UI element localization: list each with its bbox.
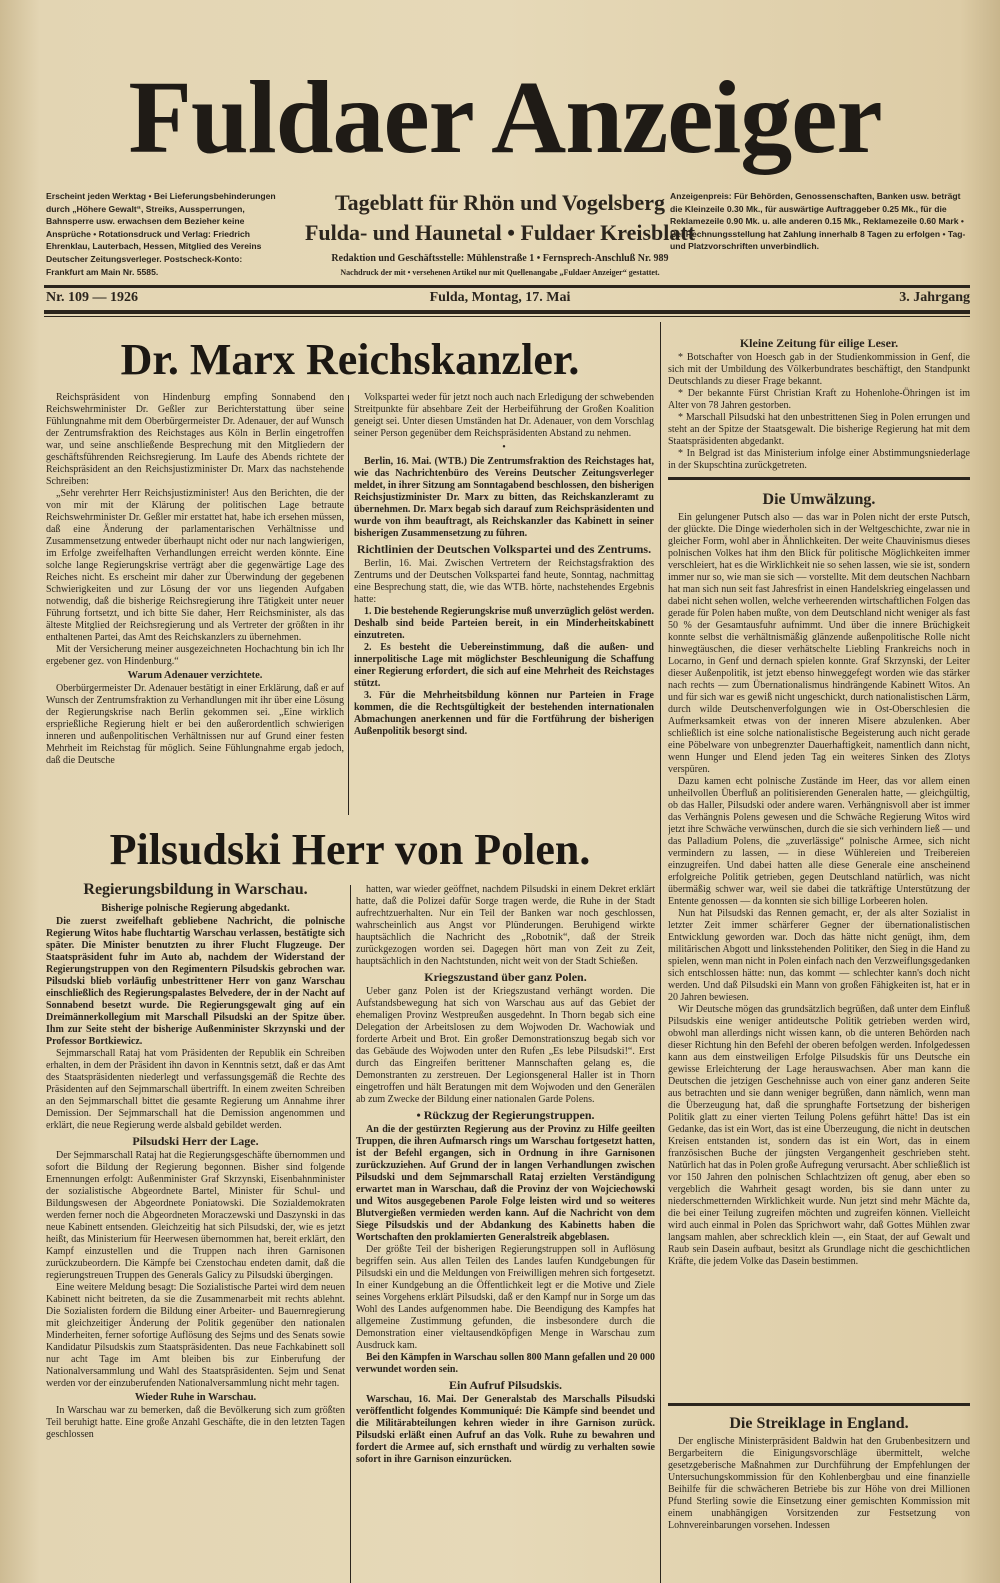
paragraph: Oberbürgermeister Dr. Adenauer bestätigt in einer Erklärung, daß er auf Wunsch der Zentrumsfraktion zu Verhandlungen mit ihr über eine Lösung der Regierungskrise nach Berlin gekommen sei. „Eine wirklich ersprießliche Regierung hielt er bei den außerordentlich schwierigen inneren und außenpolitischen Verhältnissen nur auf Grund einer festen Mehrheit im Reichstag für möglich. Seine Fühlungnahme ergab jedoch, daß die Deutsche <box>46 683 344 766</box>
news-brief: * In Belgrad ist das Ministerium infolge einer Abstimmungsniederlage in der Skupschtina zurückgetreten. <box>668 448 970 471</box>
paragraph: Wir Deutsche mögen das grundsätzlich begrüßen, daß unter dem Einfluß Pilsudskis eine weniger antideutsche Politik getrieben werden wird, obwohl man allerdings nicht wissen kann, ob die unteren Behörden nach dieser Richtung hin den Befehl der oberen befolgen werden. Infolgedessen kann aus dem einstweiligen Erfolge Pilsudskis für uns Deutsche ein gewisse Erleichterung der Lage herauswachsen. Aber man kann die Deutschen die jetzigen Geschehnisse auch von einer ganz anderen Seite aus betrachten und sie dann weniger begrüßen, dann nämlich, wenn man die Überzeugung hat, daß die sprunghafte Fortsetzung der bisherigen Politik glatt zu einer vierten Teilung Polens geführt hätte! Das ist ein Gedanke, das ist ein Wort, das ist eine Überzeugung, die nicht in deutschen Kreisen entstanden ist, sondern das ist ein Wort, das in einem französischen Buche der jüngsten Vergangenheit geschrieben steht. Natürlich hat das in Polen große Aufregung verursacht. Aber schließlich ist vor 150 Jahren den polnischen Schlachtzizen oft genug, aber eben so vergeblich die Wahrheit gesagt worden, bis sie dann unter zu niederschmetternden Wirklichkeit wurde. Nun jetzt sind mehr Mächte da, die bei einer Teilung zugreifen möchten und zugreifen können. Vielleicht wird auch einmal in Polen das Sprichwort wahr, daß Gottes Mühlen zwar langsam mahlen, aber schrecklich klein —, ein Staat, der auf Gewalt und Raub sein Dasein aufbaut, besitzt als Grundlage nicht die geschichtlichen Kräfte, die jedem Volke das Dasein bestimmen. <box>668 1004 970 1267</box>
paragraph: An die der gestürzten Regierung aus der Provinz zu Hilfe geeilten Truppen, die ihren Aufmarsch rings um Warschau fortgesetzt hatten, ist der Befehl ergangen, sich in Ordnung in ihre Garnisonen zurückzuziehen. Auf Grund der in langen Verhandlungen zwischen Pilsudski und dem Sejmmarschall Rataj erzielten Verständigung erwartet man in Warschau, daß die Provinz der von Wojciechowski und Witos ausgegebenen Parole Folge leisten wird und so weiteres Blutvergießen vermieden werden kann. Auf die Nachricht von dem Siege Pilsudskis und der Abdankung des Kabinetts haben die Wortschaften den proklamierten Generalstreik abgeblasen. <box>356 1124 655 1243</box>
paragraph: Der englische Ministerpräsident Baldwin hat den Grubenbesitzern und Bergarbeitern die Einigungsvorschläge übermittelt, welche gesetzgeberische Maßnahmen zur Durchführung der Empfehlungen der Untersuchungskommission für den Kohlenbergbau und eine finanzielle Beihilfe für die schwächeren Betriebe bis zur Höhe von drei Millionen Pfund Sterling sowie die Einsetzung einer gemischten Kommission mit einem unabhängigen Vorsitzenden zur Festsetzung von Lohnvereinbarungen vorsehen. Indessen <box>668 1436 970 1531</box>
volume-number: 3. Jahrgang <box>899 290 970 305</box>
paragraph: Ueber ganz Polen ist der Kriegszustand verhängt worden. Die Aufstandsbewegung hat sich von Warschau aus auf das Gebiet der ehemaligen Provinz Westpreußen ausgedehnt. In Thorn begab sich eine Delegation der Arbeitslosen zu dem Wojwoden Dr. Wachowiak und forderte Arbeit und Brot. Ein großer Demonstrationszug begab sich vor das Gebäude des Wojwoden unter den Rufen „Es lebe Pilsudski!“. Erst durch das Eingreifen berittener Mannschaften gelang es, die Demonstranten zu zerstreuen. Der Legionsgeneral Haller ist in Thorn eingetroffen und hält Beratungen mit dem Wojwoden und den Generälen ab zum Zwecke der Bildung einer nationalen Garde Polens. <box>356 986 655 1105</box>
subheading: Richtlinien der Deutschen Volkspartei und des Zentrums. <box>356 542 652 556</box>
paragraph: Dazu kamen echt polnische Zustände im Heer, das vor allem einen unheilvollen Überfluß an politisierenden Generalen hatte, — gleichgültig, ob das Haller, Pilsudski oder andere waren. Verhängnisvoll aber ist immer das Verhängnis Polens gewesen und die Schwäche Regierung Witos wird jetzt ihre Schwäche verwünschen, durch die sie sich verhindern ließ — und das Palladium Polens, die „zuverlässige“ polnische Armee, sich nicht vermindern zu lassen, — in diese Wühlereien und Treibereien einzugreifen. Und dabei hatten alle diese Generale eine anscheinend erfolgreiche Politik getrieben, gegen Deutschland natürlich, was nicht übermäßig schwer war, weil sie dabei die tatkräftige Unterstützung der Entente genossen — da konnten sie sich billige Lorbeeren holen. <box>668 776 970 907</box>
article-england <box>668 1414 970 1583</box>
article-pilsudski-col1 <box>46 880 345 1583</box>
tagline-2: Fulda- und Haunetal • Fuldaer Kreisblatt <box>304 220 696 245</box>
masthead-title: Fuldaer Anzeiger <box>128 60 882 175</box>
divider <box>44 285 970 288</box>
subscription-info: Erscheint jeden Werktag • Bei Lieferungsbehinderungen durch „Höhere Gewalt“, Streiks, Aussperrungen, Bahnsperre usw. erwachsen dem Bezieher keine Ansprüche • Rotationsdruck und Verlag: Friedrich Ehrenklau, Lauterbach, Hessen, Mitglied des Vereins Deutscher Zeitungsverleger. Postscheck-Konto: Frankfurt am Main Nr. 5585. <box>46 191 276 277</box>
subheading: Regierungsbildung in Warschau. <box>83 881 308 898</box>
subheading: • Rückzug der Regierungstruppen. <box>416 1108 595 1122</box>
divider <box>44 316 970 317</box>
paragraph: In Warschau war zu bemerken, daß die Bevölkerung sich zum größten Teil beruhigt hatte. Eine große Anzahl Geschäfte, die in den letzten Tagen geschlossen <box>46 1405 345 1440</box>
article-title: Die Umwälzung. <box>762 491 876 508</box>
column-divider <box>348 395 349 815</box>
paragraph: Der Sejmmarschall Rataj hat die Regierungsgeschäfte übernommen und sofort die Bildung der Regierung begonnen. Bisher sind folgende Ernennungen erfolgt: Außenminister Graf Skrzynski, Eisenbahnminister der sozialistische Abgeordnete Bartel, Minister für Schul- und Bildungswesen der Abgeordnete Poniatowski. Die Sozialdemokraten werden ferner noch die Abgeordneten Moraczewski und Daszynski in das neue Kabinett entsenden. Gleichzeitig hat sich Pilsudski, der, wie es jetzt heißt, das Ministerium für Heerwesen übernommen hat, bereit erklärt, den Kampf einzustellen und die Truppen nach ihren Garnisonen zurückzubeordern. Die Kämpfe bei Czenstochau endeten damit, daß die regierungstreuen Truppen des Generals Galicy zu Pilsudski übergingen. <box>46 1150 345 1281</box>
paragraph: hatten, war wieder geöffnet, nachdem Pilsudski in einem Dekret erklärt hatte, daß die Polizei dafür Sorge tragen werde, die Ruhe in der Stadt aufrechtzuerhalten. Nur ein Teil der Banken war noch geschlossen, wahrscheinlich aus Angst vor Plünderungen. Beruhigend wirkte hauptsächlich die Nachricht des „Robotnik“, daß der Streik zurückgezogen worden sei. Dagegen hört man von Zeit zu Zeit, hauptsächlich in den Nachtstunden, nicht weit von der Stadt Schießen. <box>356 884 655 967</box>
paragraph: Warschau, 16. Mai. Der Generalstab des Marschalls Pilsudski veröffentlicht folgendes Kommuniqué: Die Kämpfe sind beendet und die Militärabteilungen kehren wieder in ihre Garnison zurück. Pilsudski erläßt einen Aufruf an das Volk. Ruhe zu bewahren und fordert die Armee auf, sich ernsthaft und würdig zu verhalten sowie sofort in ihre Garnison einzurücken. <box>356 1394 655 1465</box>
column-divider <box>350 885 351 1583</box>
headline-marx: Dr. Marx Reichskanzler. <box>120 335 580 384</box>
paragraph: Nun hat Pilsudski das Rennen gemacht, er, der als alter Sozialist in letzter Zeit immer schärferer Gegner der übernationalistischen Entwicklung geworden war. Doch das hätte nicht genügt, ihm, dem militärischen Abgott und linksstehenden Politiker, den Sieg in die Hand zu spielen, wenn man nicht in Polen einfach nach den Verzweiflungsgedanken sich entschlossen hätte: nun, das kommt — schlechter kann's doch nicht werden. Und daß Pilsudski ein Mann von großen Fähigkeiten ist, hat er in 20 Jahren bewiesen. <box>668 908 970 1003</box>
subheading: Warum Adenauer verzichtete. <box>127 670 263 681</box>
paragraph: Ein gelungener Putsch also — das war in Polen nicht der erste Putsch, der glückte. Die Dinge wiederholen sich in der Weltgeschichte, zwar nie in gleicher Form, wohl aber in Ähnlichkeiten. Der weite Chauvinismus dieses polnischen Volkes hat ihm den Blick für politische Möglichkeiten immer verschleiert, hat es die Wirklichkeit nie so sehen lassen, wie sie ist, sondern immer nur so, wie man sie sich — vorstellte. Mit dem deutschen Nachbarn hat man sich nun seit fast Jahresfrist in einen Handelskrieg eingelassen und dabei nicht sehen wollen, welche verheerenden wirtschaftlichen Folgen das gerade für Polen haben mußte, von dem Deutschland nicht weniger als fast 50 % der Gesamtausfuhr aufnimmt. Und über die innere Brüchigkeit konnte selbst die verhältnismäßig glänzende außenpolitische Rolle nicht hinwegtäuschen, die dieser verhätschelte Liebling Frankreichs noch in Locarno, in Genf und dernach spielen konnte. Graf Skrzynski, der Leiter dieser Außenpolitik, ist jetzt ebenso hinweggefegt worden wie das stärker nach rechts — zum Übernationalismus hindrängende Kabinett Witos. An und für sich war es gewiß nicht ungeschickt, durch nationalistischen Lärm, durch wilde Deutschenverfolgungen wie in Ost-Oberschlesien die Aufmerksamkeit etwas von der inneren Misere abzulenken. Aber schließlich ist eine solche nationalistische Begeisterung auch nicht gerade eine Pöbelware von unbegrenzter Dauerhaftigkeit, namentlich dann nicht, wenn Hunger und Elend jeden Tag ein weiteres Sinken des Zlotys verspüren. <box>668 512 970 775</box>
article-umwaelzung <box>668 490 970 1400</box>
divider <box>668 477 970 480</box>
subheading: Ein Aufruf Pilsudskis. <box>448 1378 563 1392</box>
paragraph: Reichspräsident von Hindenburg empfing Sonnabend den Reichswehrminister Dr. Geßler zur Berichterstattung über seine Fühlungnahme mit dem Oberbürgermeister Dr. Adenauer, der auf Wunsch der Zentrumsfraktion des Reichstages aus Köln in Berlin eingetroffen war, und seine anschließende Besprechung mit den Mitgliedern der geschäftsführenden Reichsregierung. Im Laufe des Abends richtete der Reichspräsident an den Reichsjustizminister Dr. Marx das nachstehende Schreiben: <box>46 392 344 487</box>
news-brief: * Der bekannte Fürst Christian Kraft zu Hohenlohe-Öhringen ist im Alter von 78 Jahren gestorben. <box>668 388 970 411</box>
paragraph: Volkspartei weder für jetzt noch auch nach Erledigung der schwebenden Streitpunkte für absehbare Zeit der Herbeiführung der Großen Koalition geneigt sei. Unter diesen Umständen hat Dr. Adenauer, von dem Vorschlag seiner Person gegenüber dem Reichspräsidenten Abstand zu nehmen. <box>354 392 654 439</box>
reprint-notice: Nachdruck der mit • versehenen Artikel nur mit Quellenangabe „Fuldaer Anzeiger“ gestattet. <box>340 268 660 277</box>
article-pilsudski-col2 <box>356 884 655 1583</box>
divider <box>668 1403 970 1406</box>
divider <box>44 310 970 314</box>
paragraph: 2. Es besteht die Uebereinstimmung, daß die außen- und innerpolitische Lage mit möglichster Beschleunigung die Schaffung einer Regierung erfordert, die sich auf eine Mehrheit des Reichstages stützt. <box>354 642 654 689</box>
paragraph: Eine weitere Meldung besagt: Die Sozialistische Partei wird dem neuen Kabinett nicht beitreten, da sie die Zusammenarbeit mit rechts ablehnt. Die Sozialisten fordern die Bildung einer Arbeiter- und Bauernregierung mit gleichzeitiger Änderung der Politik gegenüber den nationalen Minderheiten, ferner sofortige Auflösung des Sejms und des Senats sowie Kandidatur Pilsudskis zum Staatspräsidenten. Das neue Fachkabinett soll nur acht Tage im Amt bleiben bis zur Einberufung der Nationalversammlung und Wahl des Staatspräsidenten. Sejm und Senat werden vor der einzuberufenden Nationalversammlung nicht mehr tagen. <box>46 1282 345 1389</box>
section-title: Kleine Zeitung für eilige Leser. <box>739 336 899 350</box>
news-brief: * Botschafter von Hoesch gab in der Studienkommission in Genf, die sich mit der Umbildung des Völkerbundrates beschäftigt, den Standpunkt Deutschlands zu dieser Frage bekannt. <box>668 352 970 387</box>
article-marx-col1 <box>46 392 344 818</box>
advertising-rates: Anzeigenpreis: Für Behörden, Genossenschaften, Banken usw. beträgt die Kleinzeile 0.30 Mk., für auswärtige Auftraggeber 0.25 Mk., für die Reklamezeile 0.90 Mk. u. alle anderen 0.15 Mk., Reklamezeile 0.60 Mark • Bei Rechnungsstellung hat Zahlung innerhalb 8 Tagen zu erfolgen • Tag- und Platzvorschriften unverbindlich. <box>670 191 966 252</box>
paragraph: Berlin, 16. Mai. (WTB.) Die Zentrumsfraktion des Reichstages hat, wie das Nachrichtenbüro des Vereins Deutscher Zeitungsverleger meldet, in ihrer Sitzung am Sonntagabend beschlossen, den bisherigen Reichsjustizminister Dr. Marx zu bitten, das Reichskanzleramt zu übernehmen. Dr. Marx begab sich darauf zum Reichspräsidenten und wurde von ihm beauftragt, als Reichskanzler das Kabinett in seiner bisherigen Zusammensetzung zu führen. <box>354 456 654 539</box>
issue-number: Nr. 109 — 1926 <box>46 290 139 305</box>
paragraph: Der größte Teil der bisherigen Regierungstruppen soll in Auflösung begriffen sein. Aus allen Teilen des Landes laufen Kundgebungen für Pilsudski ein und die Meldungen von Freiwilligen mehren sich fortgesetzt. In einer Kundgebung an die Öffentlichkeit legt er die Motive und Ziele seines Vorgehens erklärt Pilsudski, daß er den Kampf nur in Sorge um das Wohl des Landes aufgenommen habe. Die Beendigung des Kampfes hat allgemeine Zustimmung gefunden, die insbesondere durch die Demonstration einer vieltausendköpfigen Menge in Warschau zum Ausdruck kam. <box>356 1244 655 1351</box>
paragraph: Bei den Kämpfen in Warschau sollen 800 Mann gefallen und 20 000 verwundet worden sein. <box>356 1352 655 1375</box>
subheading: Kriegszustand über ganz Polen. <box>424 970 587 984</box>
paragraph: Sejmmarschall Rataj hat vom Präsidenten der Republik ein Schreiben erhalten, in dem der Präsident ihn davon in Kenntnis setzt, daß er das Amt des Staatspräsidenten niederlegt und verfassungsgemäß die Rechte des Präsidenten auf den Sejmmarschall übertrifft. In einem zweiten Schreiben an den Sejmmarschall bittet die gesamte Regierung um Annahme ihrer Demission. Der Sejmmarschall hat die Demission angenommen und erklärt, die neue Regierung werde alsbald gebildet werden. <box>46 1048 345 1131</box>
headline-pilsudski: Pilsudski Herr von Polen. <box>109 825 591 874</box>
tagline-1: Tageblatt für Rhön und Vogelsberg <box>334 190 666 215</box>
column-divider <box>660 322 661 1583</box>
article-marx-col2 <box>354 392 654 818</box>
article-title: Die Streiklage in England. <box>729 1415 909 1432</box>
separator: • <box>502 442 506 453</box>
subheading: Bisherige polnische Regierung abgedankt. <box>101 903 290 914</box>
paragraph: Mit der Versicherung meiner ausgezeichneten Hochachtung bin ich Ihr ergebener gez. von Hindenburg.“ <box>46 644 344 667</box>
paragraph: 3. Für die Mehrheitsbildung können nur Parteien in Frage kommen, die die Rechtsgültigkeit der bestehenden internationalen Abmachungen anerkennen und für die Fortführung der bisherigen Außenpolitik besorgt sind. <box>354 690 654 737</box>
paragraph: „Sehr verehrter Herr Reichsjustizminister! Aus den Berichten, die der von mir mit der Klärung der politischen Lage betraute Reichswehrminister Dr. Geßler mir erstattet hat, habe ich ersehen müssen, daß eine Änderung der parlamentarischen Verhältnisse und Zusammensetzung entweder überhaupt nicht oder nur nach langwierigen, im Erfolge zweifelhaften Verhandlungen erreicht werden könnte. Eine solche lange Regierungskrise verträgt aber die gegenwärtige Lage des Reiches nicht. Es erscheint mir daher zur Überwindung der gegebenen Schwierigkeiten und zur Lösung der vor uns liegenden Aufgaben notwendig, daß die bisherige Reichsregierung ihre Tätigkeit unter neuer Führung fortsetzt, und ich bitte Sie daher, Herr Reichsminister, als das älteste Mitglied der Reichsregierung und als Vertreter der größten in ihr enthaltenen Partei, das Amt des Reichskanzlers zu übernehmen. <box>46 488 344 643</box>
subheading: Wieder Ruhe in Warschau. <box>134 1392 257 1403</box>
news-briefs <box>668 336 970 474</box>
issue-date: Fulda, Montag, 17. Mai <box>429 290 571 305</box>
paragraph: Berlin, 16. Mai. Zwischen Vertretern der Reichstagsfraktion des Zentrums und der Deutschen Volkspartei fand heute, Sonntag, nachmittag eine Besprechung statt, die, wie das WTB. hörte, nachstehendes Ergebnis hatte: <box>354 558 654 605</box>
news-brief: * Marschall Pilsudski hat den unbestrittenen Sieg in Polen errungen und steht an der Spitze der Staatsgewalt. Die bisherige Regierung hat mit dem Staatspräsidenten abgedankt. <box>668 412 970 447</box>
paragraph: Die zuerst zweifelhaft gebliebene Nachricht, die polnische Regierung Witos habe fluchtartig Warschau verlassen, bestätigte sich später. Die Minister benutzten zu ihrer Flucht Flugzeuge. Der Staatspräsident fuhr im Auto ab, nachdem der Widerstand der Regierungstruppen von den Regimentern Pilsudskis gebrochen war. Pilsudski blieb vorläufig unbestrittener Herr von ganz Warschau einschließlich des Regierungspalastes Belvedere, der in der Nacht auf Sonnabend besetzt wurde. Die Regierungsgewalt ging auf ein Dreimännerkollegium mit Marschall Pilsudski an der Spitze über. Ihm zur Seite steht der bisherige Außenminister Skrzynski und der Professor Bortkiewicz. <box>46 916 345 1047</box>
office-address: Redaktion und Geschäftsstelle: Mühlenstraße 1 • Fernsprech-Anschluß Nr. 989 <box>331 253 669 264</box>
paragraph: 1. Die bestehende Regierungskrise muß unverzüglich gelöst werden. Deshalb sind beide Parteien bereit, in ein Minderheitskabinett einzutreten. <box>354 606 654 641</box>
subheading: Pilsudski Herr der Lage. <box>132 1134 259 1148</box>
